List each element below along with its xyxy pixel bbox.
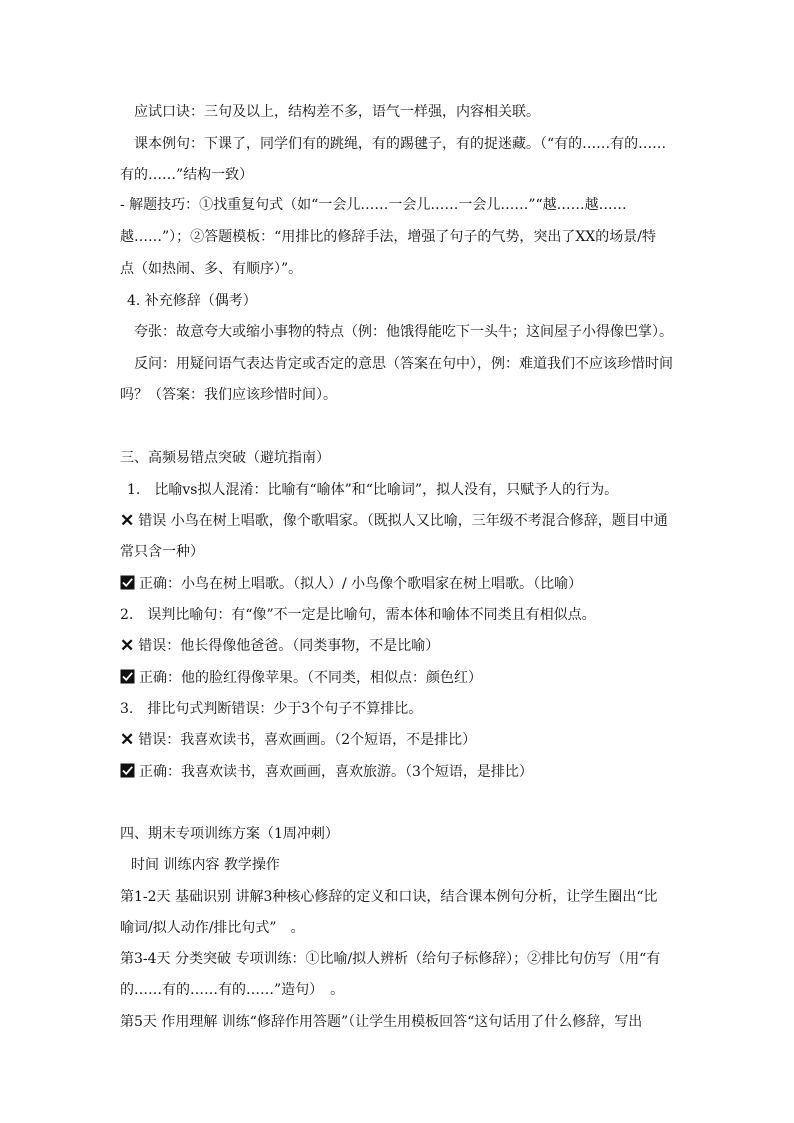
text-line: - 解题技巧：①找重复句式（如“一会儿……一会儿……一会儿……”“越……越……	[120, 197, 627, 213]
table-header: 时间 训练内容 教学操作	[131, 857, 280, 873]
list-heading: 4. 补充修辞（偶考）	[127, 293, 257, 309]
text-line: 越……”）；②答题模板：“用排比的修辞手法，增强了句子的气势，突出了XX的场景/特	[120, 229, 656, 245]
correct-line	[120, 669, 680, 687]
list-item: 2. 误判比喻句：有“像”不一定是比喻句，需本体和喻体不同类且有相似点。	[120, 607, 596, 623]
text-line: 有的……”结构一致）	[120, 167, 254, 183]
cross-icon: ✕	[120, 637, 135, 655]
section-heading: 四、期末专项训练方案（1周冲刺）	[120, 826, 339, 842]
table-row: 第1-2天 基础识别 讲解3种核心修辞的定义和口诀，结合课本例句分析，让学生圈出“比	[120, 889, 658, 905]
error-text: 错误：他长得像他爸爸。（同类事物，不是比喻）	[138, 638, 440, 654]
text-line: 应试口诀：三句及以上，结构差不多，语气一样强，内容相关联。	[134, 104, 540, 120]
section-heading: 三、高频易错点突破（避坑指南）	[120, 450, 330, 466]
correct-text: 正确：他的脸红得像苹果。（不同类，相似点：颜色红）	[139, 670, 482, 686]
text-line: 常只含一种）	[120, 544, 204, 560]
error-text: 错误 小鸟在树上唱歌，像个歌唱家。（既拟人又比喻，三年级不考混合修辞，题目中通	[138, 513, 668, 529]
table-row: 第5天 作用理解 训练“修辞作用答题”（让学生用模板回答“这句话用了什么修辞，写出	[120, 1014, 643, 1030]
correct-line	[120, 763, 680, 781]
correct-line	[120, 575, 680, 593]
error-text: 错误：我喜欢读书，喜欢画画。（2个短语，不是排比）	[138, 732, 477, 748]
check-box-icon	[120, 575, 135, 590]
correct-text: 正确：小鸟在树上唱歌。（拟人）/ 小鸟像个歌唱家在树上唱歌。（比喻）	[139, 576, 583, 592]
text-line: 点（如热闹、多、有顺序）”。	[120, 261, 303, 277]
cross-icon: ✕	[120, 731, 135, 749]
error-line	[120, 512, 680, 530]
cross-icon: ✕	[120, 512, 135, 530]
list-item: 1. 比喻vs拟人混淆：比喻有“喻体”和“比喻词”，拟人没有，只赋予人的行为。	[127, 482, 619, 498]
list-item: 3. 排比句式判断错误：少于3个句子不算排比。	[120, 701, 423, 717]
error-line	[120, 731, 680, 749]
text-line: 吗？（答案：我们应该珍惜时间）。	[120, 387, 337, 403]
check-box-icon	[120, 763, 135, 778]
table-row: 第3-4天 分类突破 专项训练：①比喻/拟人辨析（给句子标修辞）；②排比句仿写（用“有	[120, 951, 661, 967]
error-line	[120, 637, 680, 655]
table-row-continued: 的……有的……有的……”造句） 。	[120, 982, 345, 998]
check-box-icon	[120, 669, 135, 684]
text-line: 反问：用疑问语气表达肯定或否定的意思（答案在句中），例：难道我们不应该珍惜时间	[134, 356, 673, 372]
correct-text: 正确：我喜欢读书，喜欢画画，喜欢旅游。（3个短语，是排比）	[139, 764, 533, 780]
table-row-continued: 喻词/拟人动作/排比句式” 。	[120, 920, 305, 936]
text-line: 夸张：故意夸大或缩小事物的特点（例：他饿得能吃下一头牛；这间屋子小得像巴掌）。	[134, 324, 673, 340]
text-line: 课本例句：下课了，同学们有的跳绳，有的踢毽子，有的捉迷藏。（“有的……有的……	[134, 136, 667, 152]
